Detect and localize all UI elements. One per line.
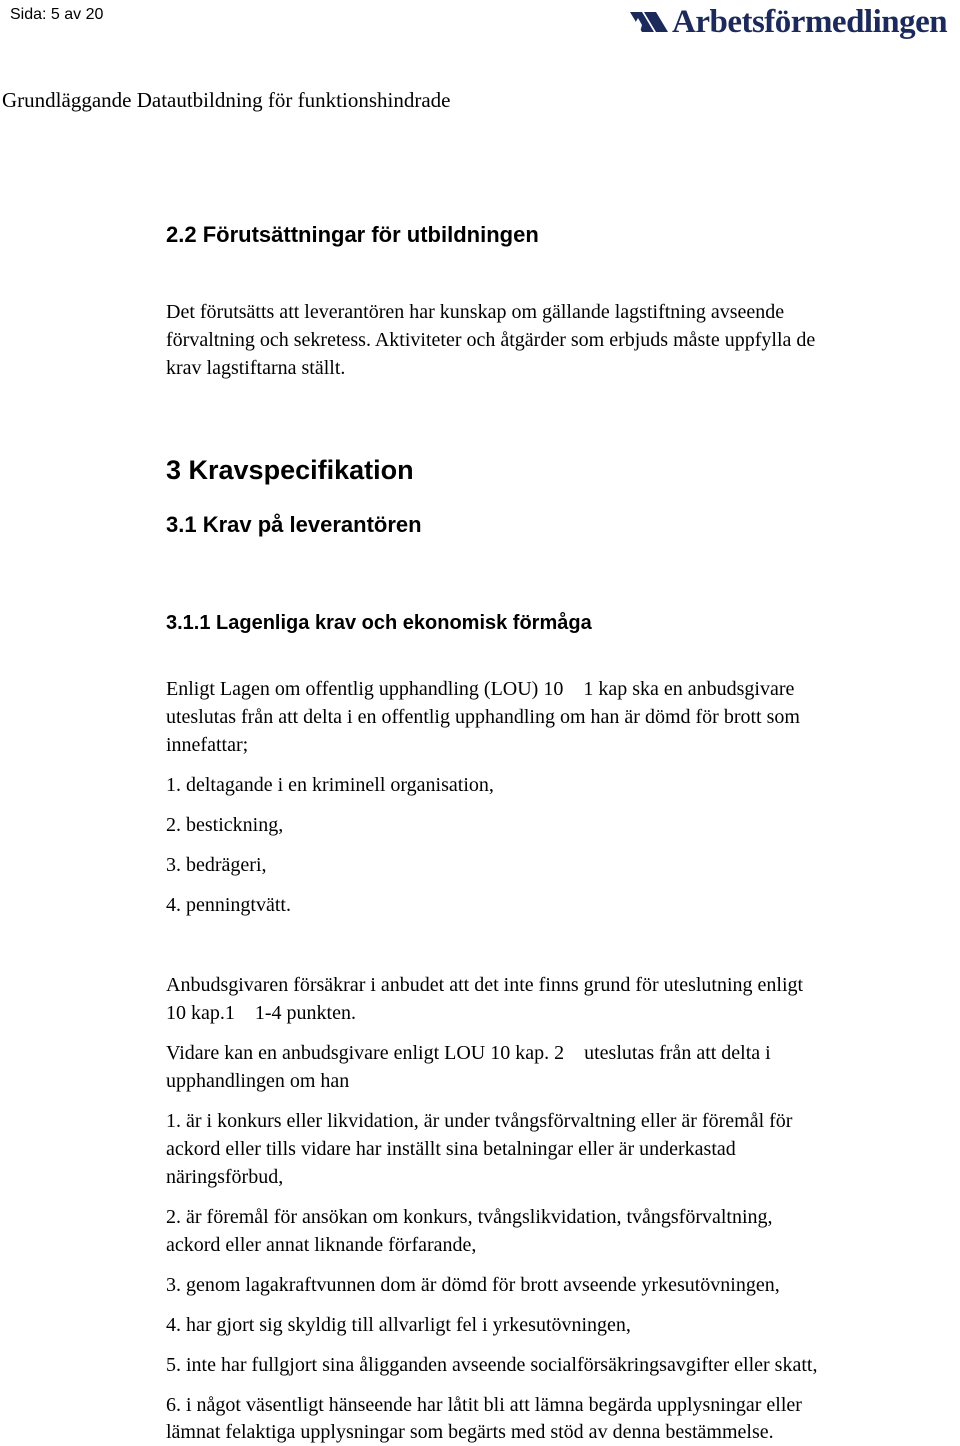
list-item: 3. bedrägeri, [166,854,267,876]
list-item: 1. deltagande i en kriminell organisation, [166,774,494,796]
arbetsformedlingen-logo [628,2,960,42]
text-run: 1 kap ska en anbudsgivare [583,678,795,700]
heading-2-2: 2.2 Förutsättningar för utbildningen [166,222,539,247]
document-title: Grundläggande Datautbildning för funktionshindrade [2,88,451,112]
logo-mark-icon [628,9,670,35]
list-item-line: ackord eller tills vidare har inställt sina betalningar eller är underkastad [166,1138,736,1160]
paragraph-line [166,999,956,1027]
heading-3: 3 Kravspecifikation [166,455,414,485]
paragraph-line: upphandlingen om han [166,1070,350,1092]
paragraph-line [166,1039,956,1067]
list-item-line: ackord eller annat liknande förfarande, [166,1234,477,1256]
paragraph-line: förvaltning och sekretess. Aktiviteter och åtgärder som erbjuds måste uppfylla de [166,329,816,351]
paragraph-line: krav lagstiftarna ställt. [166,357,346,379]
logo-text: Arbetsförmedlingen [672,3,948,40]
list-item-line: 5. inte har fullgjort sina åligganden avseende socialförsäkringsavgifter eller skatt, [166,1354,818,1376]
text-run: 1-4 punkten. [254,1002,356,1024]
paragraph-line: uteslutas från att delta i en offentlig upphandling om han är dömd för brott som [166,706,800,728]
list-item-line: 1. är i konkurs eller likvidation, är under tvångsförvaltning eller är föremål för [166,1110,793,1132]
paragraph-line [166,675,956,703]
list-item-line: lämnat felaktiga upplysningar som begärts med stöd av denna bestämmelse. [166,1421,774,1443]
paragraph-line: innefattar; [166,734,249,756]
list-item: 2. bestickning, [166,814,284,836]
list-item-line: 4. har gjort sig skyldig till allvarligt fel i yrkesutövningen, [166,1314,631,1336]
paragraph-line: Anbudsgivaren försäkrar i anbudet att det inte finns grund för uteslutning enligt [166,974,804,996]
text-run: Vidare kan en anbudsgivare enligt LOU 10 kap. 2 [166,1042,565,1064]
heading-3-1: 3.1 Krav på leverantören [166,512,422,537]
list-item-line: näringsförbud, [166,1166,284,1188]
list-item-line: 2. är föremål för ansökan om konkurs, tvångslikvidation, tvångsförvaltning, [166,1206,773,1228]
list-item: 4. penningtvätt. [166,894,291,916]
list-item-line: 3. genom lagakraftvunnen dom är dömd för brott avseende yrkesutövningen, [166,1274,780,1296]
text-run: Enligt Lagen om offentlig upphandling (LOU) 10 [166,678,564,700]
heading-3-1-1: 3.1.1 Lagenliga krav och ekonomisk förmåga [166,612,592,634]
list-item-line: 6. i något väsentligt hänseende har låtit bli att lämna begärda upplysningar eller [166,1394,802,1416]
page-number: Sida: 5 av 20 [10,6,104,23]
text-run: 10 kap.1 [166,1002,235,1024]
text-run: uteslutas från att delta i [584,1042,771,1064]
paragraph-line: Det förutsätts att leverantören har kunskap om gällande lagstiftning avseende [166,301,785,323]
